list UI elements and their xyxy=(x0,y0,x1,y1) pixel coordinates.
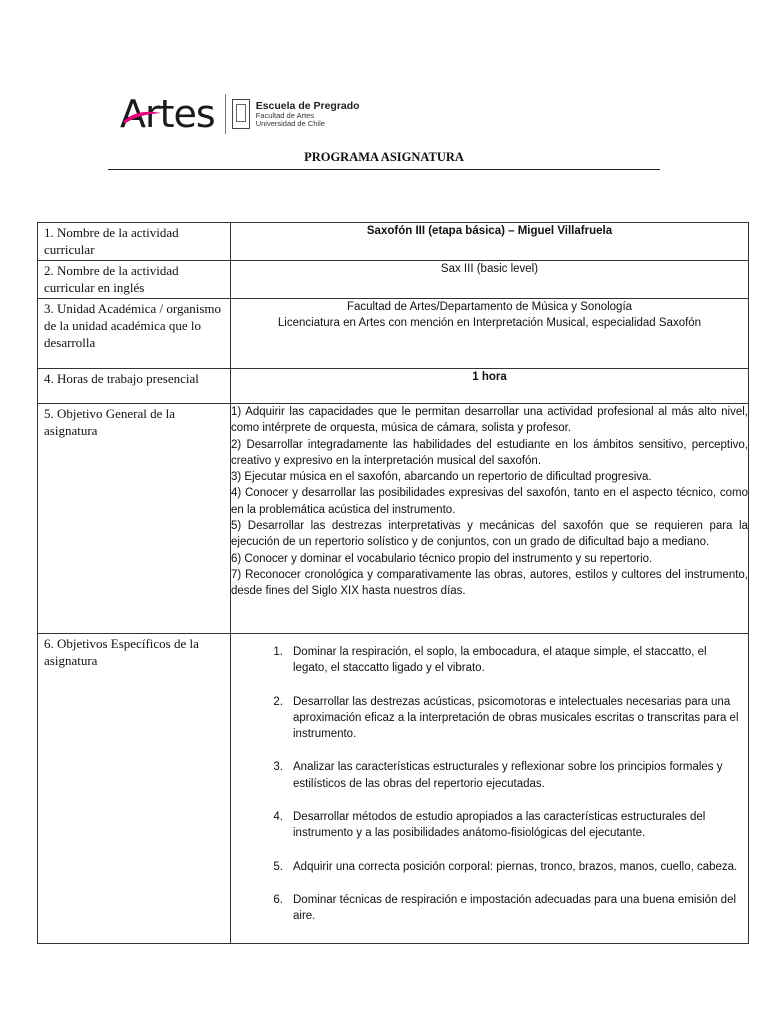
list-item xyxy=(273,759,740,792)
row-label: 1. Nombre de la actividad curricular xyxy=(38,223,231,261)
academic-unit-line: Facultad de Artes/Departamento de Música y Sonología xyxy=(346,301,633,313)
general-objective-item: 7) Reconocer cronológica y comparativamente las obras, autores, estilos y cultores del instrumento, desde fines del Siglo XIX hasta nuestros días. xyxy=(231,568,748,598)
table-row xyxy=(38,634,749,944)
general-objective-item: 6) Conocer y dominar el vocabulario técnico propio del instrumento y su repertorio. xyxy=(231,552,653,565)
item-text: Adquirir una correcta posición corporal: piernas, tronco, brazos, manos, cuello, cabeza. xyxy=(293,860,738,873)
course-name-value: Saxofón III (etapa básica) – Miguel Villafruela xyxy=(231,223,749,261)
item-number: 4. xyxy=(273,811,283,824)
specific-objectives-value xyxy=(231,634,749,944)
general-objective-item: 1) Adquirir las capacidades que le permitan desarrollar una actividad profesional al más alto nivel, como intérprete de orquesta, música de cámara, solista y profesor. xyxy=(231,406,748,435)
hours-value: 1 hora xyxy=(231,369,749,404)
logo-text xyxy=(256,100,360,128)
general-objective-item: 4) Conocer y desarrollar las posibilidades expresivas del saxofón, tanto en el aspecto técnico, como en la problemática acústica del instrumento. xyxy=(231,487,748,516)
item-text: Analizar las características estructurales y reflexionar sobre los principios formales y estilísticos de las obras del repertorio ejecutadas. xyxy=(293,761,723,790)
specific-objectives-list xyxy=(231,634,748,925)
table-row xyxy=(38,369,749,404)
table-row xyxy=(38,223,749,261)
item-number: 1. xyxy=(273,646,283,658)
table-row xyxy=(38,299,749,369)
school-name: Escuela de Pregrado xyxy=(255,100,360,112)
logo-swoosh-icon xyxy=(122,110,162,124)
general-objective-value xyxy=(231,404,749,634)
academic-unit-value xyxy=(231,299,749,369)
course-name-english-value: Sax III (basic level) xyxy=(231,261,749,299)
list-item xyxy=(273,644,740,677)
university-crest-icon xyxy=(232,99,250,129)
general-objective-item: 3) Ejecutar música en el saxofón, abarcando un repertorio de dificultad progresiva. xyxy=(231,471,652,484)
course-info-table xyxy=(37,222,749,944)
logo-divider xyxy=(225,94,226,134)
list-item xyxy=(273,859,740,875)
row-label: 5. Objetivo General de la asignatura xyxy=(38,404,231,634)
faculty-name: Facultad de Artes xyxy=(255,111,315,120)
item-text: Desarrollar métodos de estudio apropiados a las características estructurales del instrumento y a las posibilidades anátomo-fisiológicas del ejecutante. xyxy=(293,811,706,840)
title-divider xyxy=(108,169,660,170)
page-title: PROGRAMA ASIGNATURA xyxy=(304,150,464,164)
university-name: Universidad de Chile xyxy=(255,119,325,128)
logo-word: Artes xyxy=(120,92,215,136)
item-text: Dominar técnicas de respiración e impostación adecuadas para una buena emisión del aire. xyxy=(293,893,737,923)
logo-wordmark xyxy=(120,92,215,136)
list-item xyxy=(273,694,740,743)
general-objective-item: 2) Desarrollar integradamente las habilidades del estudiante en los ámbitos sensitivo, perceptivo, creativo y expresivo en la interpretación musical del saxofón. xyxy=(231,438,748,467)
row-label: 3. Unidad Académica / organismo de la unidad académica que lo desarrolla xyxy=(38,299,231,369)
item-text: Dominar la respiración, el soplo, la embocadura, el ataque simple, el staccatto, el legato, el staccatto ligado y el vibrato. xyxy=(293,646,707,675)
table-row xyxy=(38,404,749,634)
row-label: 6. Objetivos Específicos de la asignatura xyxy=(38,634,231,944)
academic-unit-line: Licenciatura en Artes con mención en Interpretación Musical, especialidad Saxofón xyxy=(277,317,702,330)
row-label: 2. Nombre de la actividad curricular en inglés xyxy=(38,261,231,299)
item-number: 2. xyxy=(273,695,283,708)
item-number: 3. xyxy=(273,761,283,774)
table-row xyxy=(38,261,749,299)
item-number: 6. xyxy=(273,893,283,906)
item-text: Desarrollar las destrezas acústicas, psicomotoras e intelectuales necesarias para una aproximación eficaz a la interpretación de obras musicales escritas o transcritas para el instrumento. xyxy=(293,695,739,741)
row-label: 4. Horas de trabajo presencial xyxy=(38,369,231,404)
general-objective-item: 5) Desarrollar las destrezas interpretativas y mecánicas del saxofón que se requieren para la ejecución de un repertorio solístico y de conjuntos, con un grado de dificultad bajo a mediano. xyxy=(231,520,748,549)
faculty-logo xyxy=(120,92,360,136)
list-item xyxy=(273,892,740,925)
item-number: 5. xyxy=(273,860,283,873)
list-item xyxy=(273,809,740,842)
